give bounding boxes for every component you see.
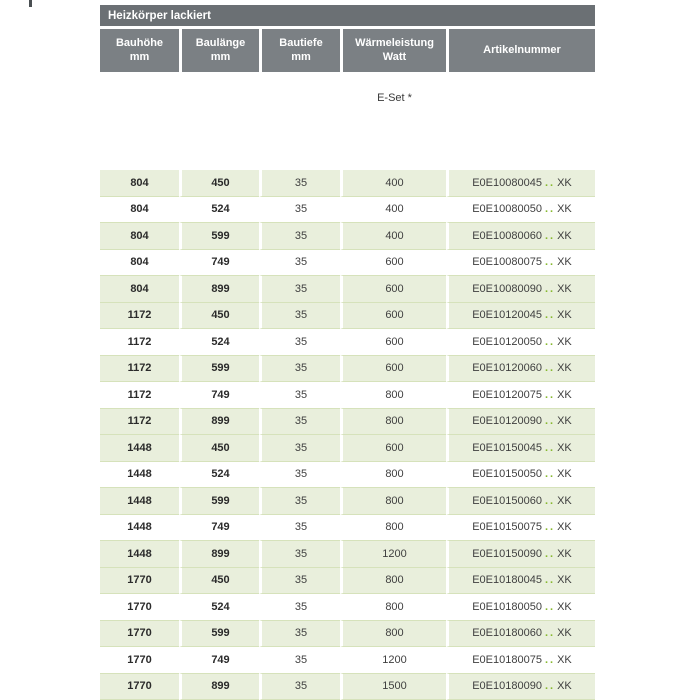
table-row [100,621,595,648]
table-row [100,647,595,674]
artikel-prefix: E0E10180045 [472,574,542,587]
cell-artikelnummer [446,462,595,489]
cell-artikelnummer [446,223,595,250]
cell-bautiefe: 35 [259,435,340,462]
cell-bauhoehe: 1770 [100,621,179,648]
cell-bautiefe: 35 [259,329,340,356]
cell-baulaenge: 524 [179,329,259,356]
cell-baulaenge: 599 [179,488,259,515]
table-row [100,382,595,409]
table-row [100,329,595,356]
artikel-suffix: XK [557,362,572,375]
cell-bautiefe: 35 [259,488,340,515]
cell-bauhoehe: 1172 [100,382,179,409]
col-label-line1: Bautiefe [279,37,323,49]
table-header [100,29,595,170]
col-label-line2: Watt [382,50,407,63]
artikel-suffix: XK [557,627,572,640]
table-row [100,170,595,197]
artikel-prefix: E0E10080090 [472,282,542,295]
table-row [100,674,595,700]
artikel-prefix: E0E10150050 [472,468,542,481]
cell-bautiefe: 35 [259,621,340,648]
table-row [100,303,595,330]
cell-artikelnummer [446,488,595,515]
cell-bauhoehe: 1172 [100,409,179,436]
cell-watt: 800 [340,568,446,595]
col-label-line2: mm [210,50,231,63]
col-label-line1: Wärmeleistung [355,37,434,49]
cell-baulaenge: 599 [179,223,259,250]
cell-baulaenge: 450 [179,435,259,462]
cell-artikelnummer [446,382,595,409]
cell-watt: 800 [340,409,446,436]
subheader-cell-empty [100,72,179,170]
artikel-prefix: E0E10150090 [472,547,542,560]
artikel-prefix: E0E10180090 [472,680,542,693]
artikel-prefix: E0E10080050 [472,203,542,216]
cell-artikelnummer [446,435,595,462]
artikel-suffix: XK [557,547,572,560]
artikel-suffix: XK [557,600,572,613]
artikel-dots: .. [544,627,556,640]
artikel-dots: .. [544,441,556,454]
cell-watt: 800 [340,621,446,648]
artikel-prefix: E0E10150060 [472,494,542,507]
artikel-suffix: XK [557,229,572,242]
artikel-prefix: E0E10080075 [472,256,542,269]
cell-artikelnummer [446,356,595,383]
cell-artikelnummer [446,303,595,330]
cell-artikelnummer [446,594,595,621]
table-row [100,568,595,595]
cell-baulaenge: 899 [179,674,259,700]
cell-baulaenge: 749 [179,515,259,542]
cell-artikelnummer [446,541,595,568]
artikel-dots: .. [544,680,556,693]
cell-bauhoehe: 804 [100,223,179,250]
cell-bautiefe: 35 [259,515,340,542]
header-row [100,29,595,72]
artikel-suffix: XK [557,680,572,693]
cell-bauhoehe: 1172 [100,329,179,356]
cell-bauhoehe: 1448 [100,435,179,462]
artikel-prefix: E0E10180050 [472,600,542,613]
cell-bautiefe: 35 [259,303,340,330]
artikel-suffix: XK [557,282,572,295]
cell-baulaenge: 524 [179,594,259,621]
artikel-dots: .. [544,653,556,666]
table-row [100,462,595,489]
cell-artikelnummer [446,409,595,436]
artikel-dots: .. [544,203,556,216]
artikel-prefix: E0E10150075 [472,521,542,534]
artikel-dots: .. [544,362,556,375]
cell-bautiefe: 35 [259,250,340,277]
cell-bauhoehe: 1172 [100,303,179,330]
cell-bauhoehe: 1770 [100,568,179,595]
artikel-suffix: XK [557,494,572,507]
table-row [100,541,595,568]
cell-bauhoehe: 1448 [100,541,179,568]
cell-bautiefe: 35 [259,568,340,595]
artikel-dots: .. [544,468,556,481]
artikel-prefix: E0E10120075 [472,388,542,401]
artikel-dots: .. [544,335,556,348]
artikel-prefix: E0E10120045 [472,309,542,322]
artikel-suffix: XK [557,309,572,322]
cell-artikelnummer [446,674,595,700]
cell-artikelnummer [446,647,595,674]
cell-baulaenge: 749 [179,382,259,409]
artikel-suffix: XK [557,388,572,401]
cell-baulaenge: 599 [179,356,259,383]
page-edge-mark [29,0,32,7]
cell-artikelnummer [446,250,595,277]
col-header-bauhoehe [100,29,179,72]
cell-bautiefe: 35 [259,409,340,436]
cell-bauhoehe: 804 [100,250,179,277]
cell-artikelnummer [446,621,595,648]
artikel-prefix: E0E10080045 [472,176,542,189]
eset-label: E-Set * [377,92,412,104]
subheader-cell-empty [446,72,595,170]
cell-bautiefe: 35 [259,674,340,700]
artikel-dots: .. [544,229,556,242]
cell-watt: 600 [340,356,446,383]
artikel-prefix: E0E10120060 [472,362,542,375]
cell-bautiefe: 35 [259,594,340,621]
cell-watt: 800 [340,515,446,542]
artikel-dots: .. [544,547,556,560]
artikel-suffix: XK [557,335,572,348]
cell-bauhoehe: 1448 [100,515,179,542]
col-label-line1: Baulänge [195,37,246,49]
cell-bautiefe: 35 [259,647,340,674]
table-row [100,197,595,224]
cell-watt: 400 [340,223,446,250]
artikel-prefix: E0E10120090 [472,415,542,428]
cell-bauhoehe: 1448 [100,462,179,489]
artikel-dots: .. [544,176,556,189]
cell-bauhoehe: 1448 [100,488,179,515]
subheader-cell-empty [179,72,259,170]
cell-bautiefe: 35 [259,276,340,303]
cell-baulaenge: 899 [179,409,259,436]
cell-baulaenge: 749 [179,250,259,277]
table-row [100,409,595,436]
artikel-suffix: XK [557,441,572,454]
cell-baulaenge: 749 [179,647,259,674]
col-header-waermeleistung [340,29,446,72]
cell-bautiefe: 35 [259,382,340,409]
artikel-suffix: XK [557,468,572,481]
col-label-line1: Bauhöhe [115,37,164,49]
cell-baulaenge: 450 [179,303,259,330]
cell-watt: 600 [340,250,446,277]
cell-baulaenge: 524 [179,197,259,224]
artikel-prefix: E0E10080060 [472,229,542,242]
cell-watt: 800 [340,594,446,621]
cell-bautiefe: 35 [259,356,340,383]
table-row [100,356,595,383]
artikel-suffix: XK [557,203,572,216]
cell-bauhoehe: 1770 [100,674,179,700]
table-row [100,594,595,621]
artikel-dots: .. [544,494,556,507]
cell-watt: 600 [340,435,446,462]
artikel-dots: .. [544,600,556,613]
cell-artikelnummer [446,197,595,224]
cell-watt: 800 [340,382,446,409]
table-row [100,223,595,250]
cell-watt: 400 [340,197,446,224]
table-title-bar [100,5,595,26]
cell-bauhoehe: 1770 [100,594,179,621]
table-body [100,170,595,700]
cell-watt: 800 [340,462,446,489]
subheader-cell-eset [340,72,446,170]
artikel-dots: .. [544,574,556,587]
artikel-suffix: XK [557,176,572,189]
cell-watt: 1200 [340,541,446,568]
cell-bauhoehe: 804 [100,276,179,303]
cell-artikelnummer [446,329,595,356]
cell-watt: 800 [340,488,446,515]
cell-bauhoehe: 804 [100,170,179,197]
cell-bauhoehe: 1770 [100,647,179,674]
artikel-dots: .. [544,388,556,401]
table-row [100,488,595,515]
radiator-spec-table [100,5,595,700]
col-header-artikelnummer [446,29,595,72]
cell-watt: 1500 [340,674,446,700]
cell-artikelnummer [446,568,595,595]
table-row [100,435,595,462]
subheader-cell-empty [259,72,340,170]
col-label-line2: mm [129,50,150,63]
artikel-prefix: E0E10150045 [472,441,542,454]
cell-baulaenge: 899 [179,541,259,568]
artikel-suffix: XK [557,415,572,428]
spec-table [100,29,595,700]
cell-watt: 600 [340,276,446,303]
cell-watt: 1200 [340,647,446,674]
cell-watt: 600 [340,303,446,330]
artikel-suffix: XK [557,574,572,587]
col-header-bautiefe [259,29,340,72]
artikel-prefix: E0E10180075 [472,653,542,666]
cell-baulaenge: 899 [179,276,259,303]
cell-bauhoehe: 804 [100,197,179,224]
cell-baulaenge: 524 [179,462,259,489]
cell-bautiefe: 35 [259,541,340,568]
artikel-prefix: E0E10120050 [472,335,542,348]
cell-bautiefe: 35 [259,223,340,250]
cell-bauhoehe: 1172 [100,356,179,383]
artikel-dots: .. [544,309,556,322]
cell-baulaenge: 450 [179,568,259,595]
artikel-suffix: XK [557,653,572,666]
cell-bautiefe: 35 [259,462,340,489]
table-row [100,515,595,542]
cell-baulaenge: 599 [179,621,259,648]
col-label-line2: mm [291,50,311,63]
cell-bautiefe: 35 [259,197,340,224]
table-row [100,276,595,303]
cell-watt: 600 [340,329,446,356]
subheader-row [100,72,595,170]
artikel-dots: .. [544,415,556,428]
artikel-prefix: E0E10180060 [472,627,542,640]
cell-bautiefe: 35 [259,170,340,197]
artikel-dots: .. [544,282,556,295]
artikel-dots: .. [544,256,556,269]
cell-watt: 400 [340,170,446,197]
artikel-suffix: XK [557,521,572,534]
col-header-baulaenge [179,29,259,72]
cell-artikelnummer [446,515,595,542]
table-title: Heizkörper lackiert [108,9,211,22]
table-row [100,250,595,277]
artikel-dots: .. [544,521,556,534]
col-label-line1: Artikelnummer [483,43,561,56]
cell-artikelnummer [446,276,595,303]
cell-artikelnummer [446,170,595,197]
cell-baulaenge: 450 [179,170,259,197]
artikel-suffix: XK [557,256,572,269]
